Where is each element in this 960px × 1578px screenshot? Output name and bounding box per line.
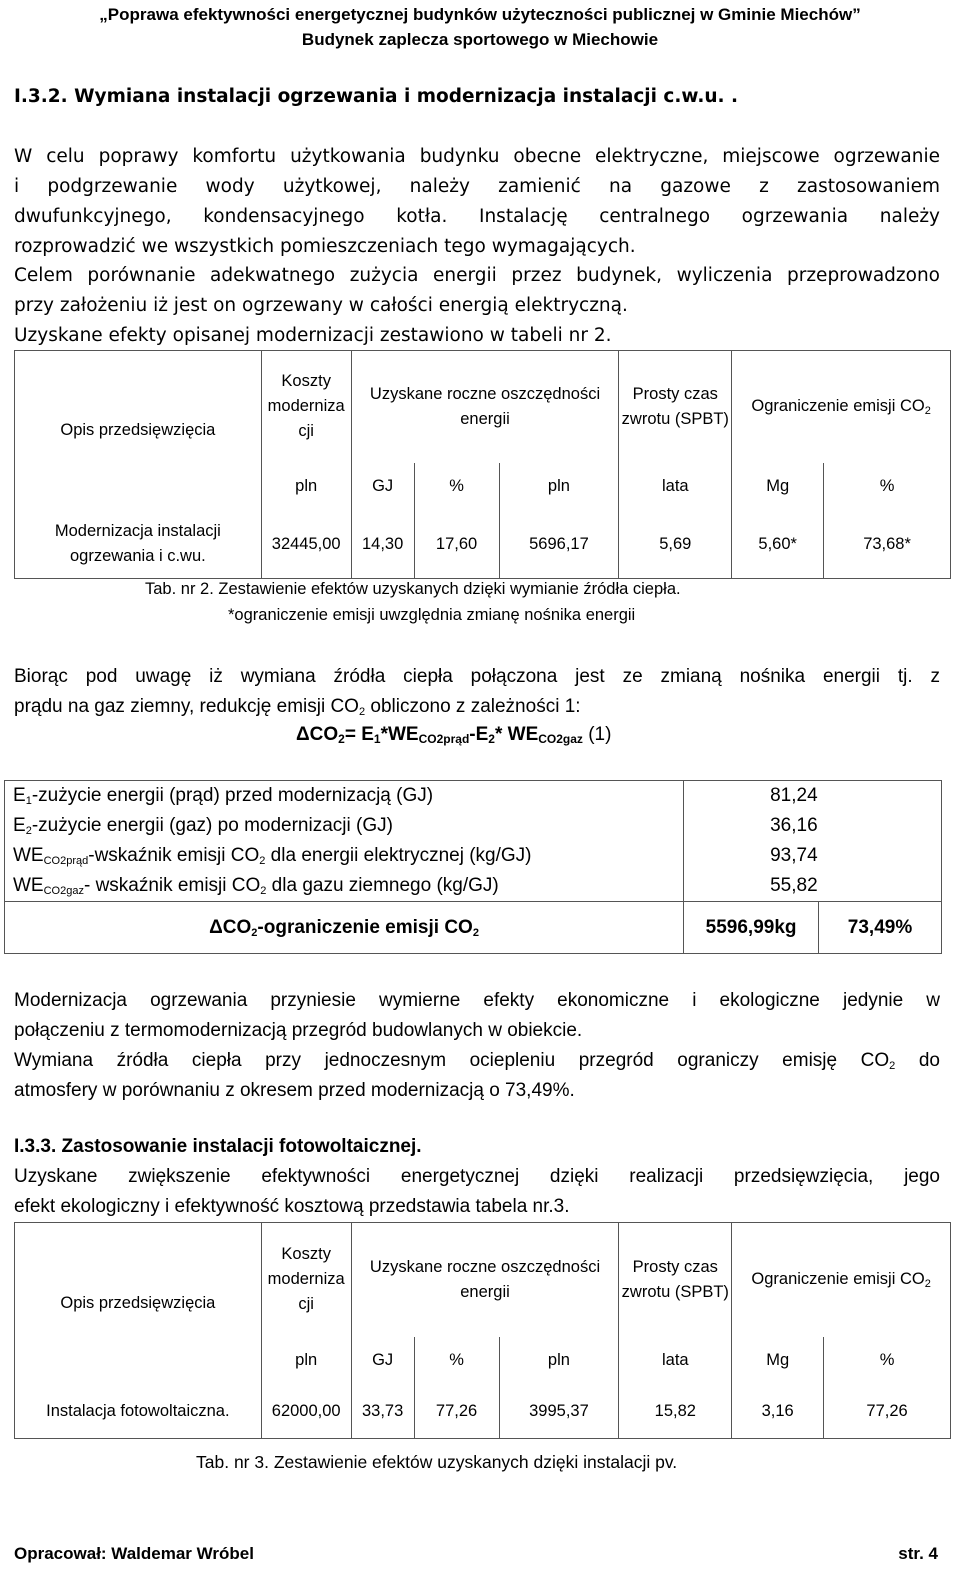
header-oszczednosci: Uzyskane roczne oszczędności energii — [351, 1223, 619, 1337]
value-cell: 73,68* — [824, 511, 951, 579]
paragraph-effects — [14, 986, 940, 1106]
paragraph-heating-intro — [14, 142, 940, 262]
section-heading-pv: I.3.3. Zastosowanie instalacji fotowoltaicznej. — [14, 1136, 422, 1157]
value-cell: 62000,00 — [261, 1385, 351, 1439]
value-cell: 5,60* — [732, 511, 824, 579]
unit-cell: % — [414, 1337, 499, 1385]
value-cell: 5,69 — [619, 511, 732, 579]
paragraph-line: Uzyskane zwiększenie efektywności energetycznej dzięki realizacji przedsięwzięcia, jego — [14, 1166, 940, 1187]
value-cell: 3995,37 — [499, 1385, 619, 1439]
paragraph-line: połączeniu z termomodernizacją przegród budowlanych w obiekcie. — [14, 1020, 583, 1041]
header-koszty: Koszty moderniza cji — [261, 1223, 351, 1337]
co2-row-value: 81,24 — [684, 781, 942, 812]
unit-cell: lata — [619, 1337, 732, 1385]
value-cell: 17,60 — [414, 511, 499, 579]
co2-row-value: 93,74 — [684, 841, 942, 871]
value-cell: 3,16 — [732, 1385, 824, 1439]
header-opis: Opis przedsięwzięcia — [15, 1223, 262, 1385]
paragraph-line: atmosfery w porównaniu z okresem przed modernizacją o 73,49%. — [14, 1080, 575, 1101]
co2-summary-label: $\Delta CO_2$-ograniczenie emisji $CO_2$ — [5, 902, 684, 954]
row-label-heating: Modernizacja instalacji ogrzewania i c.wu. — [15, 511, 262, 579]
co2-row-label: $WE_{CO2prąd}$-wskaźnik emisji $CO_2$ dla energii elektrycznej (kg/GJ) — [5, 841, 684, 871]
header-ograniczenie: Ograniczenie emisji $CO_2$ — [732, 351, 951, 463]
paragraph-line: Modernizacja ogrzewania przyniesie wymierne efekty ekonomiczne i ekologiczne jedynie w — [14, 990, 940, 1011]
paragraph-line: przy założeniu iż jest on ogrzewany w całości energią elektryczną. — [14, 295, 628, 316]
paragraph-line: efekt ekologiczny i efektywność kosztową przedstawia tabela nr.3. — [14, 1196, 570, 1217]
unit-cell: % — [824, 1337, 951, 1385]
document-header-subtitle: Budynek zaplecza sportowego w Miechowie — [301, 30, 659, 49]
paragraph-co2-reduction — [14, 662, 940, 722]
paragraph-line: prądu na gaz ziemny, redukcję emisji $CO_2$ obliczono z zależności 1: — [14, 696, 581, 718]
paragraph-line: i podgrzewanie wody użytkowej, należy zamienić na gazowe z zastosowaniem — [14, 176, 940, 197]
co2-calculation-table — [4, 780, 942, 954]
value-cell: 33,73 — [351, 1385, 414, 1439]
unit-cell: Mg — [732, 1337, 824, 1385]
co2-equation: $\Delta CO_2= E_1*WE_{CO2prąd}-E_2*$ $WE_{CO2gaz}$ (1) — [296, 724, 612, 746]
header-prosty-czas: Prosty czas zwrotu (SPBT) — [619, 351, 732, 463]
value-cell: 32445,00 — [261, 511, 351, 579]
effects-table-pv — [14, 1222, 951, 1439]
header-koszty: Koszty moderniza cji — [261, 351, 351, 463]
header-opis: Opis przedsięwzięcia — [15, 351, 262, 511]
unit-cell: pln — [499, 463, 619, 511]
unit-cell: pln — [261, 463, 351, 511]
value-cell: 14,30 — [351, 511, 414, 579]
paragraph-line: rozprowadzić we wszystkich pomieszczeniach tego wymagających. — [14, 236, 636, 257]
unit-cell: Mg — [732, 463, 824, 511]
co2-summary-percent: 73,49% — [819, 902, 942, 954]
header-prosty-czas: Prosty czas zwrotu (SPBT) — [619, 1223, 732, 1337]
paragraph-line: Celem porównanie adekwatnego zużycia energii przez budynek, wyliczenia przeprowadzono — [14, 265, 940, 286]
document-header-title: „Poprawa efektywności energetycznej budynków użyteczności publicznej w Gminie Miechów” — [99, 5, 861, 24]
co2-row-label: $WE_{CO2gaz}-$ wskaźnik emisji $CO_2$ dla gazu ziemnego (kg/GJ) — [5, 871, 684, 902]
co2-summary-value: 5596,99kg — [684, 902, 819, 954]
unit-cell: pln — [499, 1337, 619, 1385]
effects-table-heating — [14, 350, 951, 579]
paragraph-line: dwufunkcyjnego, kondensacyjnego kotła. Instalację centralnego ogrzewania należy — [14, 206, 940, 227]
unit-cell: % — [414, 463, 499, 511]
header-ograniczenie: Ograniczenie emisji $CO_2$ — [732, 1223, 951, 1337]
paragraph-line: Wymiana źródła ciepła przy jednoczesnym ociepleniu przegród ograniczy emisję $CO_2$ do — [14, 1050, 940, 1072]
unit-cell: lata — [619, 463, 732, 511]
paragraph-line: Uzyskane efekty opisanej modernizacji zestawiono w tabeli nr 2. — [14, 325, 612, 346]
value-cell: 77,26 — [414, 1385, 499, 1439]
paragraph-line: W celu poprawy komfortu użytkowania budynku obecne elektryczne, miejscowe ogrzewanie — [14, 146, 940, 167]
section-heading-heating: I.3.2. Wymiana instalacji ogrzewania i modernizacja instalacji c.w.u. . — [14, 86, 739, 107]
table3-caption: Tab. nr 3. Zestawienie efektów uzyskanych dzięki instalacji pv. — [196, 1452, 678, 1472]
paragraph-comparison — [14, 261, 940, 351]
table2-footnote: *ograniczenie emisji uwzględnia zmianę nośnika energii — [228, 606, 636, 624]
unit-cell: GJ — [351, 1337, 414, 1385]
co2-row-label: $E_1$-zużycie energii (prąd) przed modernizacją (GJ) — [5, 781, 684, 812]
value-cell: 77,26 — [824, 1385, 951, 1439]
footer-page-number: str. 4 — [898, 1544, 938, 1563]
header-oszczednosci: Uzyskane roczne oszczędności energii — [351, 351, 619, 463]
footer-author: Opracował: Waldemar Wróbel — [14, 1544, 254, 1563]
unit-cell: GJ — [351, 463, 414, 511]
table2-caption: Tab. nr 2. Zestawienie efektów uzyskanych dzięki wymianie źródła ciepła. — [145, 580, 681, 598]
value-cell: 15,82 — [619, 1385, 732, 1439]
value-cell: 5696,17 — [499, 511, 619, 579]
row-label-pv: Instalacja fotowoltaiczna. — [15, 1385, 262, 1439]
co2-row-value: 55,82 — [684, 871, 942, 902]
co2-row-label: $E_2$-zużycie energii (gaz) po modernizacji (GJ) — [5, 811, 684, 841]
paragraph-line: Biorąc pod uwagę iż wymiana źródła ciepła połączona jest ze zmianą nośnika energii tj. z — [14, 666, 940, 687]
co2-row-value: 36,16 — [684, 811, 942, 841]
unit-cell: % — [824, 463, 951, 511]
unit-cell: pln — [261, 1337, 351, 1385]
paragraph-pv — [14, 1162, 940, 1222]
